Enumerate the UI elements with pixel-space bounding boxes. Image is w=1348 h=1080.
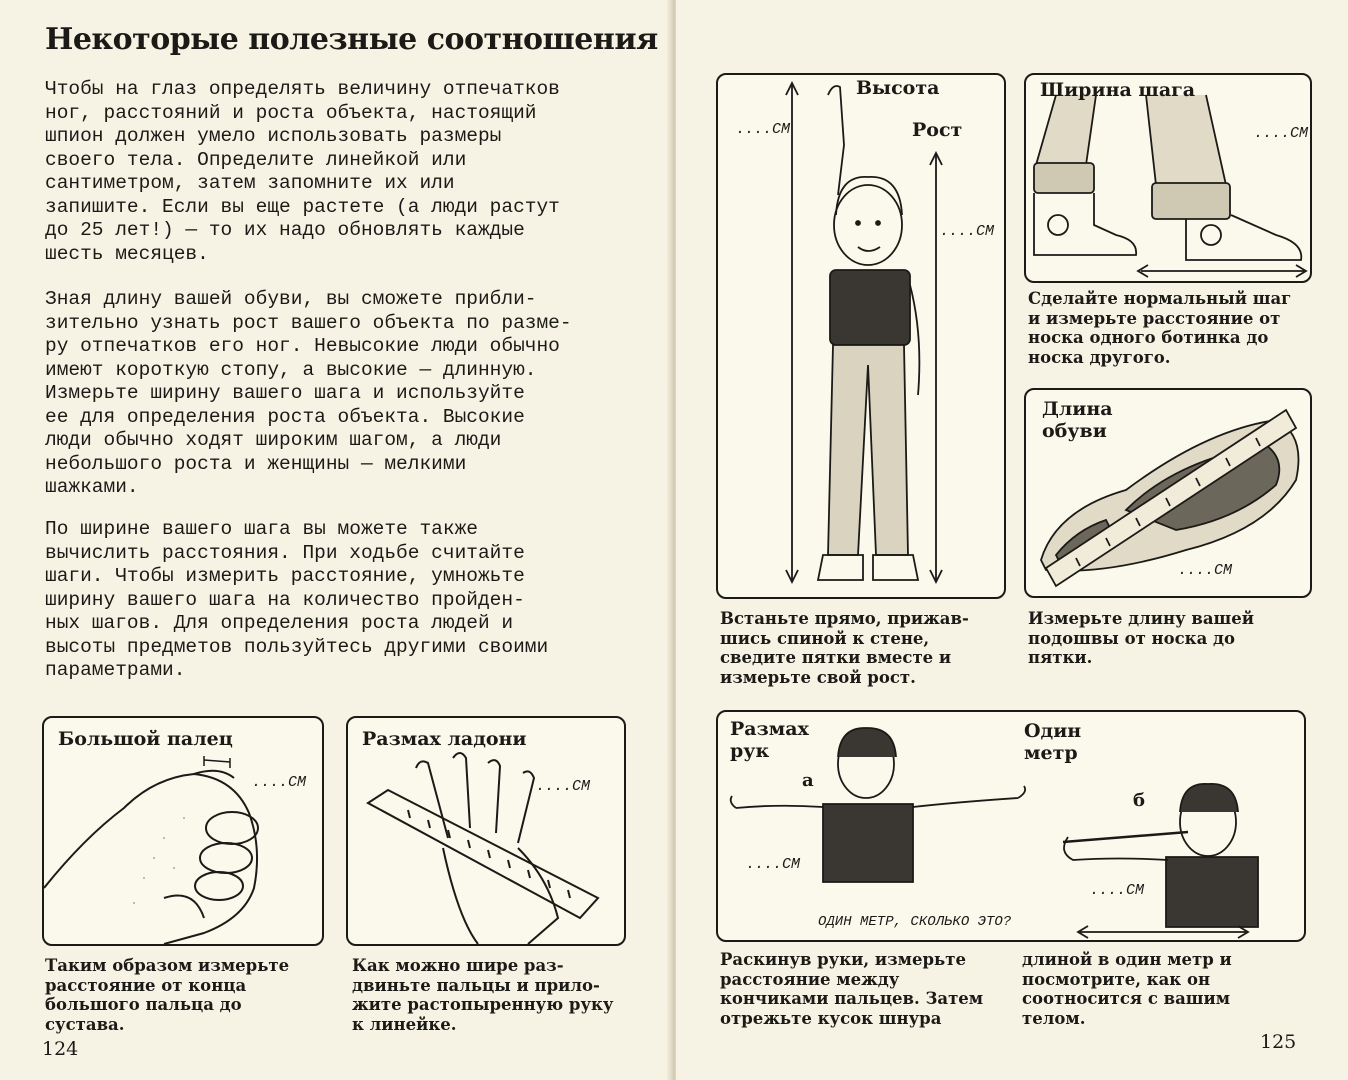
paragraph-2: Зная длину вашей обуви, вы сможете прибли- зительно узнать рост вашего объекта по разме- ру отпечатков его ног. Невысокие люди обычно имеют короткую стопу, а высокие — длинную. Измерьте ширину вашего шага и используйте ее для определения роста объекта. Высокие люди обычно ходят широким шагом, а люди небольшого роста и женщины — мелкими шажками. — [45, 288, 572, 498]
stride-illustration — [1026, 75, 1310, 281]
page-number-right: 125 — [1260, 1031, 1297, 1053]
stride-cm: ....СМ — [1254, 125, 1309, 142]
height-label-height: Рост — [912, 119, 963, 141]
shoe-box — [1024, 388, 1312, 598]
height-label-top: Высота — [856, 77, 940, 99]
thumb-label: Большой палец — [58, 728, 233, 750]
arms-caption-left: Раскинув руки, измерьте расстояние между кончиками пальцев. Затем отрежьте кусок шнура — [720, 950, 984, 1028]
page-title: Некоторые полезные соотношения — [45, 22, 658, 57]
thumb-caption: Таким образом измерьте расстояние от конца большого пальца до сустава. — [45, 956, 290, 1034]
height-caption: Встаньте прямо, прижав- шись спиной к стене, сведите пятки вместе и измерьте свой рост. — [720, 609, 969, 687]
palm-caption: Как можно шире раз- двиньте пальцы и прило- жите растопыренную руку к линейке. — [352, 956, 614, 1034]
letter-a: а — [802, 770, 814, 791]
height-box — [716, 73, 1006, 599]
stride-caption: Сделайте нормальный шаг и измерьте расстояние от носка одного ботинка до носка другого. — [1028, 289, 1292, 367]
arms-label-span: Размах рук — [730, 718, 809, 762]
palm-box — [346, 716, 626, 946]
paragraph-1: Чтобы на глаз определять величину отпечатков ног, расстояний и роста объекта, настоящий шпион должен умело использовать размеры своего тела. Определите линейкой или сантиметром, затем запомните их или запишите. Если вы еще растете (а люди растут до 25 лет!) — то их надо обновлять каждые шесть месяцев. — [45, 78, 560, 265]
arms-caption-right: длиной в один метр и посмотрите, как он соотносится с вашим телом. — [1022, 950, 1232, 1028]
thumb-illustration — [44, 718, 322, 944]
left-page — [0, 0, 672, 1080]
palm-label: Размах ладони — [362, 728, 527, 750]
meter-question: ОДИН МЕТР, СКОЛЬКО ЭТО? — [818, 914, 1012, 930]
stride-label: Ширина шага — [1040, 79, 1196, 101]
arms-cm-a: ....СМ — [746, 856, 801, 873]
arms-box — [716, 710, 1306, 942]
palm-illustration — [348, 718, 624, 944]
thumb-cm: ....СМ — [252, 774, 307, 791]
height-cm-left: ....СМ — [736, 121, 791, 138]
letter-b: б — [1133, 790, 1146, 811]
arms-label-meter: Один метр — [1024, 720, 1082, 764]
height-cm-right: ....СМ — [940, 223, 995, 240]
shoe-cm: ....СМ — [1178, 562, 1233, 579]
shoe-caption: Измерьте длину вашей подошвы от носка до пятки. — [1028, 609, 1255, 667]
shoe-label: Длина обуви — [1042, 398, 1113, 442]
right-page — [676, 0, 1348, 1080]
arms-cm-b: ....СМ — [1090, 882, 1145, 899]
stride-box — [1024, 73, 1312, 283]
page-number-left: 124 — [42, 1038, 79, 1060]
palm-cm: ....СМ — [536, 778, 591, 795]
thumb-box — [42, 716, 324, 946]
paragraph-3: По ширине вашего шага вы можете также вычислить расстояния. При ходьбе считайте шаги. Чтобы измерить расстояние, умножьте ширину вашего шага на количество пройден- ных шагов. Для определения роста людей и высоты предметов пользуйтесь другими своими параметрами. — [45, 518, 549, 681]
height-illustration — [718, 75, 1004, 597]
